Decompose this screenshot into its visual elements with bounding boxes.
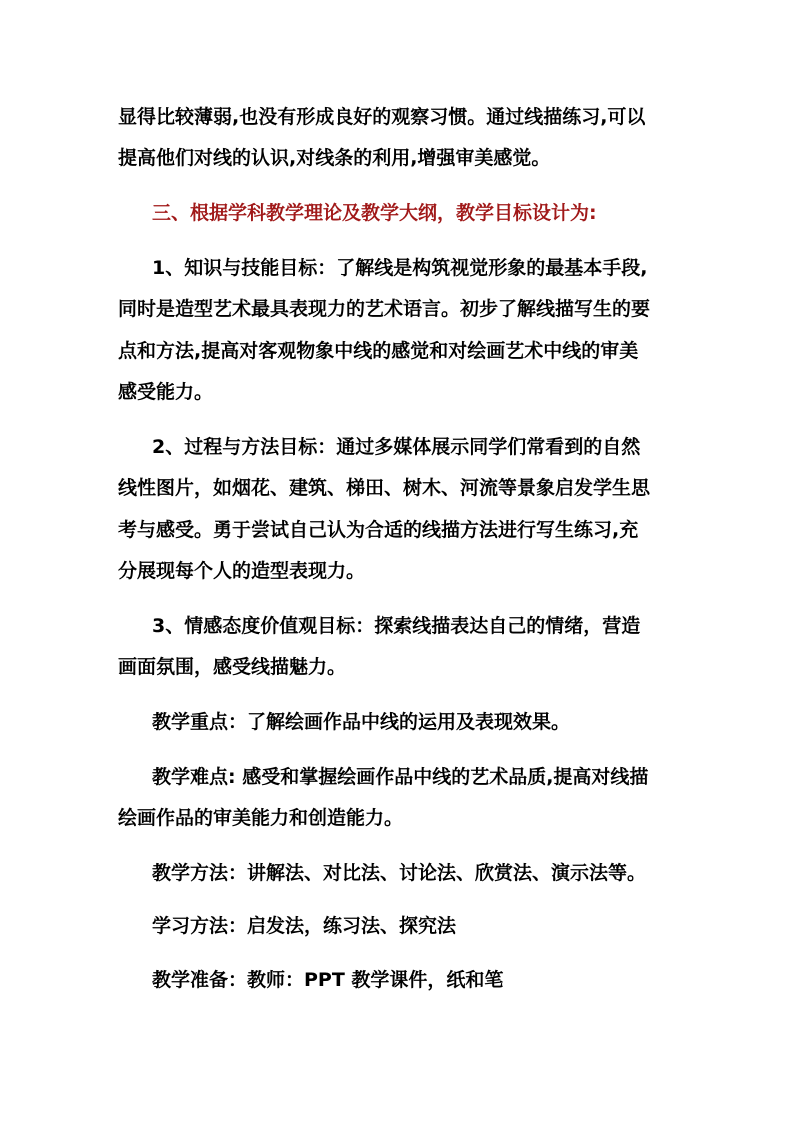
teaching-preparation: 教学准备：教师：PPT 教学课件，纸和笔 <box>152 969 504 991</box>
goal1-line-4: 感受能力。 <box>118 381 214 403</box>
goal3-line-2: 画面氛围，感受线描魅力。 <box>118 656 347 678</box>
goal1-line-2: 同时是造型艺术最具表现力的艺术语言。初步了解线描写生的要 <box>118 298 651 320</box>
goal3-line-1: 3、情感态度价值观目标：探索线描表达自己的情绪，营造 <box>152 615 641 637</box>
goal1-line-1: 1、知识与技能目标：了解线是构筑视觉形象的最基本手段, <box>152 257 648 279</box>
teaching-methods: 教学方法：讲解法、对比法、讨论法、欣赏法、演示法等。 <box>152 862 647 884</box>
goal2-line-2: 线性图片，如烟花、建筑、梯田、树木、河流等景象启发学生思 <box>118 477 651 499</box>
learning-methods: 学习方法：启发法，练习法、探究法 <box>152 915 457 937</box>
goal2-line-4: 分展现每个人的造型表现力。 <box>118 560 366 582</box>
goal2-line-1: 2、过程与方法目标：通过多媒体展示同学们常看到的自然 <box>152 436 641 458</box>
goal1-line-3: 点和方法,提高对客观物象中线的感觉和对绘画艺术中线的审美 <box>118 340 639 362</box>
difficulty-line-2: 绘画作品的审美能力和创造能力。 <box>118 807 404 829</box>
intro-line-1: 显得比较薄弱,也没有形成良好的观察习惯。通过线描练习,可以 <box>118 106 646 128</box>
key-point: 教学重点：了解绘画作品中线的运用及表现效果。 <box>152 711 571 733</box>
intro-line-2: 提高他们对线的认识,对线条的利用,增强审美感觉。 <box>118 147 551 169</box>
section-heading-3: 三、根据学科教学理论及教学大纲，教学目标设计为: <box>152 202 597 224</box>
difficulty-line-1: 教学难点: 感受和掌握绘画作品中线的艺术品质,提高对线描 <box>152 766 649 788</box>
goal2-line-3: 考与感受。勇于尝试自己认为合适的线描方法进行写生练习,充 <box>118 519 639 541</box>
